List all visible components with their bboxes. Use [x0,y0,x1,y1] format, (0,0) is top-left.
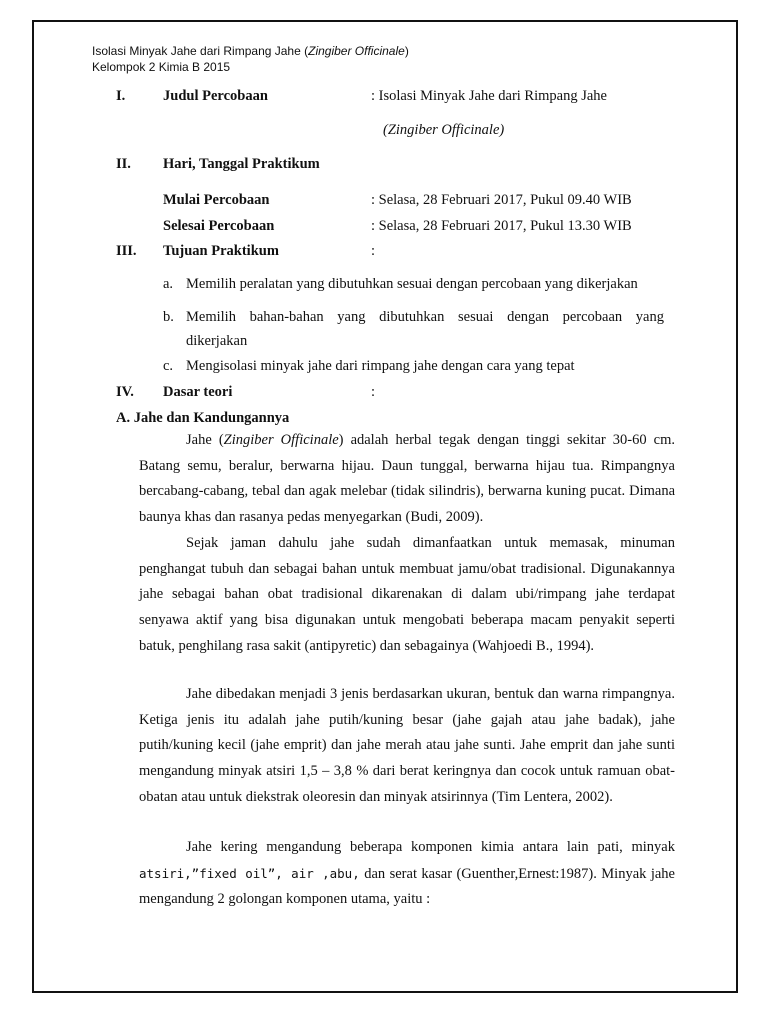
document-header-title: Isolasi Minyak Jahe dari Rimpang Jahe (Zingiber Officinale) [92,44,409,58]
start-value: : Selasa, 28 Februari 2017, Pukul 09.40 WIB [371,192,632,208]
paragraph: Jahe kering mengandung beberapa komponen kimia antara lain pati, minyak atsiri,”fixed oil”, air ,abu, dan serat kasar (Guenther,Ernest:1987). Minyak jahe mengandung 2 golongan komponen utama, yaitu : [139,839,675,908]
section-label: Tujuan Praktikum [163,243,279,259]
list-item: Mengisolasi minyak jahe dari rimpang jahe dengan cara yang tepat [186,358,575,374]
list-item: Memilih peralatan yang dibutuhkan sesuai dengan percobaan yang dikerjakan [186,276,638,292]
paragraph: Sejak jaman dahulu jahe sudah dimanfaatkan untuk memasak, minuman penghangat tubuh dan sebagai bahan untuk membuat jamu/obat tradisional. Digunakannya jahe sebagai bahan obat tradisional dikarenakan di dalam ubi/rimpang jahe terdapat senyawa aktif yang bisa digunakan untuk mengobati beberapa macam penyakit seperti batuk, penghilang rasa sakit (antipyretic) dan sebagainya (Wahjoedi B., 1994). [139,535,675,654]
end-label: Selesai Percobaan [163,218,275,234]
subsection-heading: A. Jahe dan Kandungannya [116,410,290,426]
section-colon: : [371,243,376,259]
start-label: Mulai Percobaan [163,192,270,208]
section-number: IV. [116,384,134,400]
section-value: : Isolasi Minyak Jahe dari Rimpang Jahe [371,88,607,104]
list-marker: a. [163,276,174,292]
paragraph: Jahe dibedakan menjadi 3 jenis berdasarkan ukuran, bentuk dan warna rimpangnya. Ketiga jenis itu adalah jahe putih/kuning besar (jahe gajah atau jahe badak), jahe putih/kuning kecil (jahe emprit) dan jahe merah atau jahe sunti. Jahe emprit dan jahe sunti mengandung minyak atsiri 1,5 – 3,8 % dari berat keringnya dan cocok untuk ramuan obat-obatan atau untuk diekstrak oleoresin dan minyak atsirinnya (Tim Lentera, 2002). [139,686,675,805]
section-label: Dasar teori [163,384,233,400]
section-value-continued: (Zingiber Officinale) [383,122,505,138]
list-item: Memilih bahan-bahan yang dibutuhkan sesuai dengan percobaan yang [186,309,664,325]
section-number: III. [116,243,137,259]
section-label: Hari, Tanggal Praktikum [163,156,320,172]
end-value: : Selasa, 28 Februari 2017, Pukul 13.30 WIB [371,218,632,234]
paragraph: Jahe (Zingiber Officinale) adalah herbal tegak dengan tinggi sekitar 30-60 cm. Batang semu, beralur, berwarna hijau. Daun tunggal, berwarna hijau tua. Rimpangnya bercabang-cabang, tebal dan agak melebar (tidak silindris), berwarna kuning pucat. Dimana baunya khas dan rasanya pedas menyegarkan (Budi, 2009). [139,432,676,526]
list-marker: b. [163,309,174,325]
section-colon: : [371,384,376,400]
section-number: I. [116,88,126,104]
list-item-continued: dikerjakan [186,333,248,349]
section-label: Judul Percobaan [163,88,268,104]
document-header-group: Kelompok 2 Kimia B 2015 [92,60,231,74]
list-marker: c. [163,358,174,374]
section-number: II. [116,156,131,172]
